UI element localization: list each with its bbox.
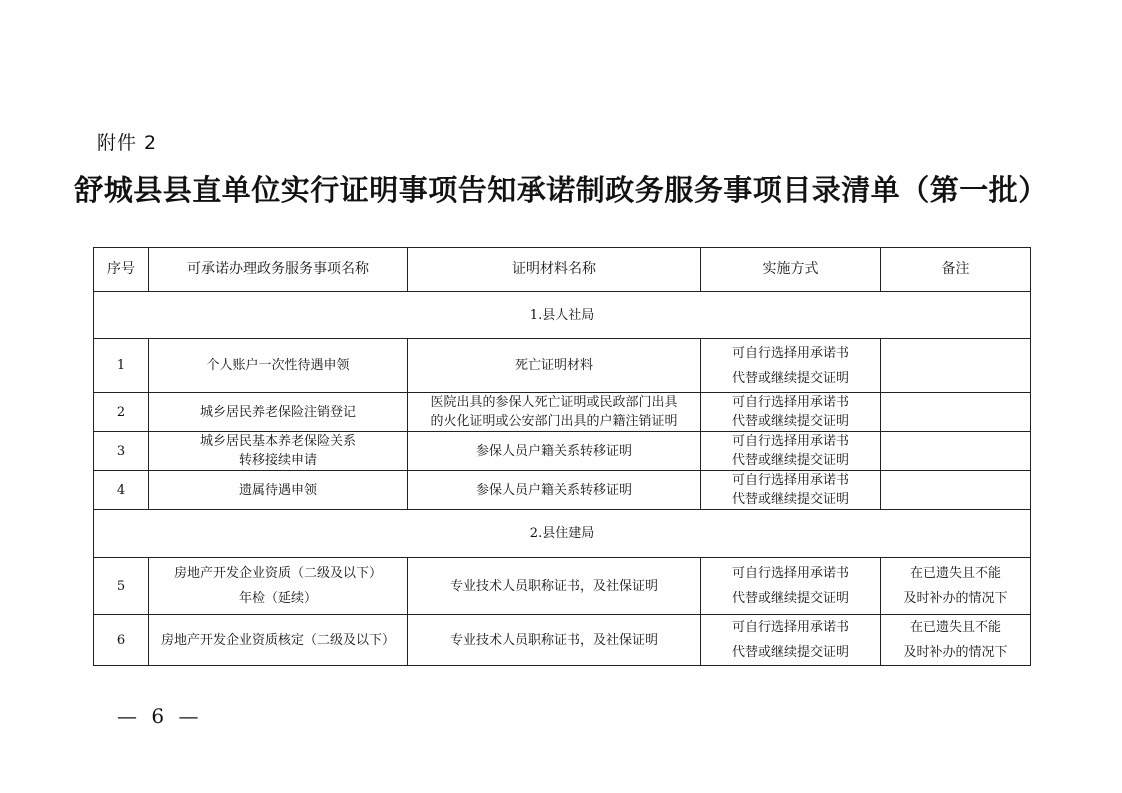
material-cell: 参保人员户籍关系转移证明 [408, 471, 701, 510]
item-name-cell: 房地产开发企业资质核定（二级及以下） [149, 615, 408, 666]
page-number: — 6 — [117, 704, 203, 728]
method-cell: 可自行选择用承诺书 代替或继续提交证明 [701, 432, 881, 471]
remark-cell [881, 339, 1031, 393]
item-name-cell: 个人账户一次性待遇申领 [149, 339, 408, 393]
remark-cell: 在已遗失且不能 及时补办的情况下 [881, 615, 1031, 666]
remark-cell [881, 471, 1031, 510]
remark-cell: 在已遗失且不能 及时补办的情况下 [881, 558, 1031, 615]
item-name-cell: 遗属待遇申领 [149, 471, 408, 510]
table-header-row [94, 248, 1031, 292]
material-cell: 医院出具的参保人死亡证明或民政部门出具 的火化证明或公安部门出具的户籍注销证明 [408, 393, 701, 432]
header-method: 实施方式 [701, 248, 881, 292]
item-name-cell: 城乡居民养老保险注销登记 [149, 393, 408, 432]
item-name-cell: 城乡居民基本养老保险关系 转移接续申请 [149, 432, 408, 471]
remark-cell [881, 393, 1031, 432]
table-row [94, 471, 1031, 510]
row-index: 1 [94, 339, 149, 393]
service-list-table [93, 247, 1031, 666]
method-cell: 可自行选择用承诺书 代替或继续提交证明 [701, 471, 881, 510]
method-cell: 可自行选择用承诺书 代替或继续提交证明 [701, 615, 881, 666]
header-material-name: 证明材料名称 [408, 248, 701, 292]
material-cell: 参保人员户籍关系转移证明 [408, 432, 701, 471]
section-row [94, 510, 1031, 558]
section-name: 1.县人社局 [94, 292, 1031, 339]
header-item-name: 可承诺办理政务服务事项名称 [149, 248, 408, 292]
material-cell: 死亡证明材料 [408, 339, 701, 393]
section-name: 2.县住建局 [94, 510, 1031, 558]
document-title: 舒城县县直单位实行证明事项告知承诺制政务服务事项目录清单（第一批） [74, 173, 1048, 207]
table-row [94, 432, 1031, 471]
table-row [94, 393, 1031, 432]
header-remark: 备注 [881, 248, 1031, 292]
row-index: 2 [94, 393, 149, 432]
method-cell: 可自行选择用承诺书 代替或继续提交证明 [701, 339, 881, 393]
item-name-cell: 房地产开发企业资质（二级及以下） 年检（延续） [149, 558, 408, 615]
method-cell: 可自行选择用承诺书 代替或继续提交证明 [701, 393, 881, 432]
material-cell: 专业技术人员职称证书，及社保证明 [408, 615, 701, 666]
row-index: 6 [94, 615, 149, 666]
table-row [94, 339, 1031, 393]
row-index: 3 [94, 432, 149, 471]
remark-cell [881, 432, 1031, 471]
method-cell: 可自行选择用承诺书 代替或继续提交证明 [701, 558, 881, 615]
attachment-label: 附件 2 [97, 132, 158, 154]
row-index: 5 [94, 558, 149, 615]
table-row [94, 558, 1031, 615]
table-row [94, 615, 1031, 666]
material-cell: 专业技术人员职称证书，及社保证明 [408, 558, 701, 615]
row-index: 4 [94, 471, 149, 510]
header-index: 序号 [94, 248, 149, 292]
section-row [94, 292, 1031, 339]
